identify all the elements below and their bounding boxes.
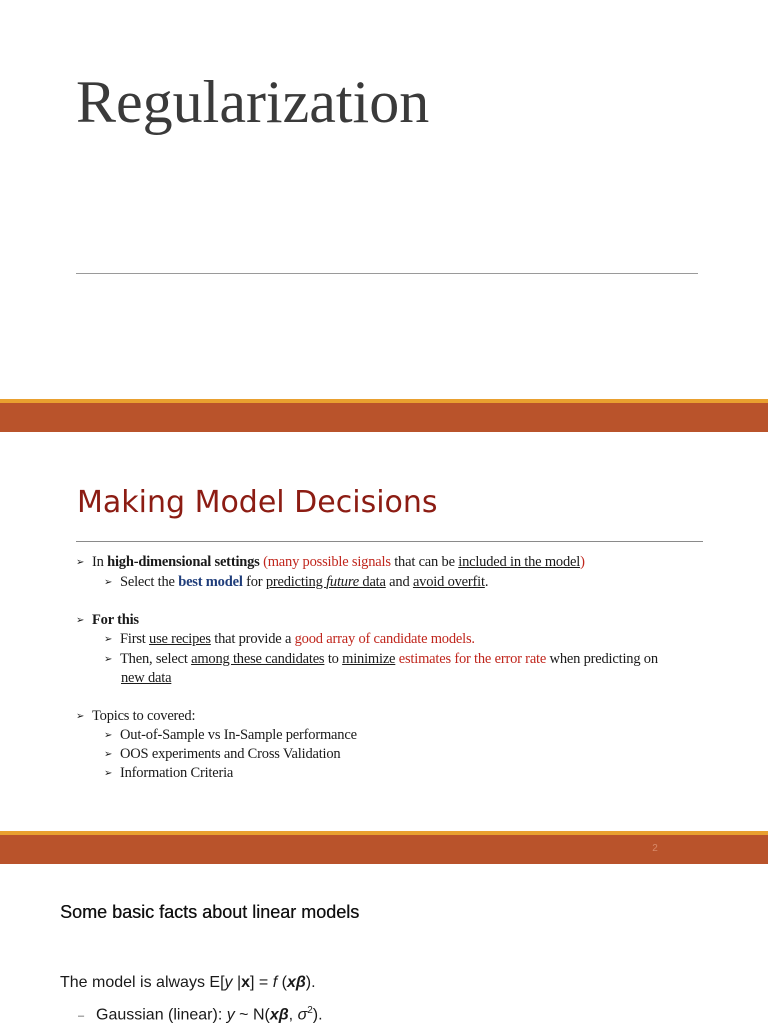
text-highlight: good array of candidate models. (294, 631, 475, 647)
text-underline: new data (121, 670, 172, 686)
arrowhead-bullet-icon: ➢ (104, 768, 113, 779)
math-var: y (226, 1006, 235, 1024)
text-underline: minimize (342, 651, 396, 667)
text: . (484, 574, 489, 590)
slide2-title: Making Model Decisions (77, 485, 438, 520)
text: when predicting on (546, 651, 658, 667)
math-var: xβ (269, 1006, 289, 1024)
text-bold: high-dimensional settings (107, 554, 260, 570)
arrowhead-bullet-icon: ➢ (104, 634, 113, 645)
text-highlight: estimates for the error rate (398, 651, 547, 667)
slide-separator-band (0, 403, 768, 432)
arrowhead-bullet-icon: ➢ (76, 557, 85, 568)
arrowhead-bullet-icon: ➢ (104, 577, 113, 588)
math-var: xβ (286, 974, 306, 991)
model-expectation-line (60, 972, 316, 994)
text: for (242, 574, 266, 590)
bullet-topic-oos (104, 726, 357, 745)
text-underline: predicting (265, 574, 327, 590)
page-number: 2 (652, 843, 658, 854)
text: Topics to covered: (92, 708, 196, 724)
text: that provide a (210, 631, 295, 647)
text: ~ N( (234, 1006, 270, 1024)
math-var: σ (297, 1006, 308, 1024)
bullet-high-dimensional (76, 553, 585, 572)
text: , (288, 1006, 298, 1024)
text: ). (312, 1006, 323, 1024)
text: Then, select (120, 651, 192, 667)
text: to (324, 651, 343, 667)
slide1-title: Regularization (76, 69, 430, 135)
bullet-topics (76, 707, 195, 726)
math-var: x (241, 974, 251, 991)
text-emphasis: best model (178, 574, 243, 590)
text: ] = (250, 974, 273, 991)
text-underline: included in the model (458, 554, 581, 570)
text-highlight: (many possible signals (263, 554, 391, 570)
gaussian-linear-line (78, 1000, 323, 1027)
bullet-use-recipes (104, 630, 475, 649)
text: In (92, 554, 108, 570)
arrowhead-bullet-icon: ➢ (76, 615, 85, 626)
dash-bullet-icon: – (78, 1010, 85, 1023)
text: OOS experiments and Cross Validation (120, 746, 341, 762)
text: | (232, 974, 242, 991)
bullet-select-candidates-cont (121, 669, 171, 688)
text: Gaussian (linear): (96, 1006, 227, 1024)
bullet-topic-ic (104, 764, 233, 783)
text: that can be (390, 554, 459, 570)
text: First (120, 631, 150, 647)
superscript: 2 (307, 1005, 313, 1016)
text: ( (277, 974, 287, 991)
text: The model is always E[ (60, 974, 225, 991)
text-highlight: ) (580, 554, 585, 570)
text: Information Criteria (120, 765, 234, 781)
text-italic: future (326, 574, 359, 590)
text: Select the (120, 574, 179, 590)
slide1-divider (76, 273, 698, 274)
text-underline: among these candidates (191, 651, 325, 667)
arrowhead-bullet-icon: ➢ (104, 654, 113, 665)
text-underline: avoid overfit (412, 574, 485, 590)
text-underline: data (358, 574, 386, 590)
arrowhead-bullet-icon: ➢ (104, 730, 113, 741)
bullet-for-this (76, 611, 139, 630)
text-bold: For this (92, 612, 139, 628)
bullet-select-candidates (104, 650, 658, 669)
slide2-divider (76, 541, 703, 542)
arrowhead-bullet-icon: ➢ (104, 749, 113, 760)
text-underline: use recipes (149, 631, 211, 647)
math-var: y (224, 974, 233, 991)
arrowhead-bullet-icon: ➢ (76, 711, 85, 722)
text: Out-of-Sample vs In-Sample performance (120, 727, 357, 743)
math-var: f (272, 974, 278, 991)
bullet-select-best-model (104, 573, 488, 592)
text: and (385, 574, 413, 590)
bullet-topic-cv (104, 745, 340, 764)
text: ). (305, 974, 316, 991)
slide3-title: Some basic facts about linear models (60, 902, 360, 922)
